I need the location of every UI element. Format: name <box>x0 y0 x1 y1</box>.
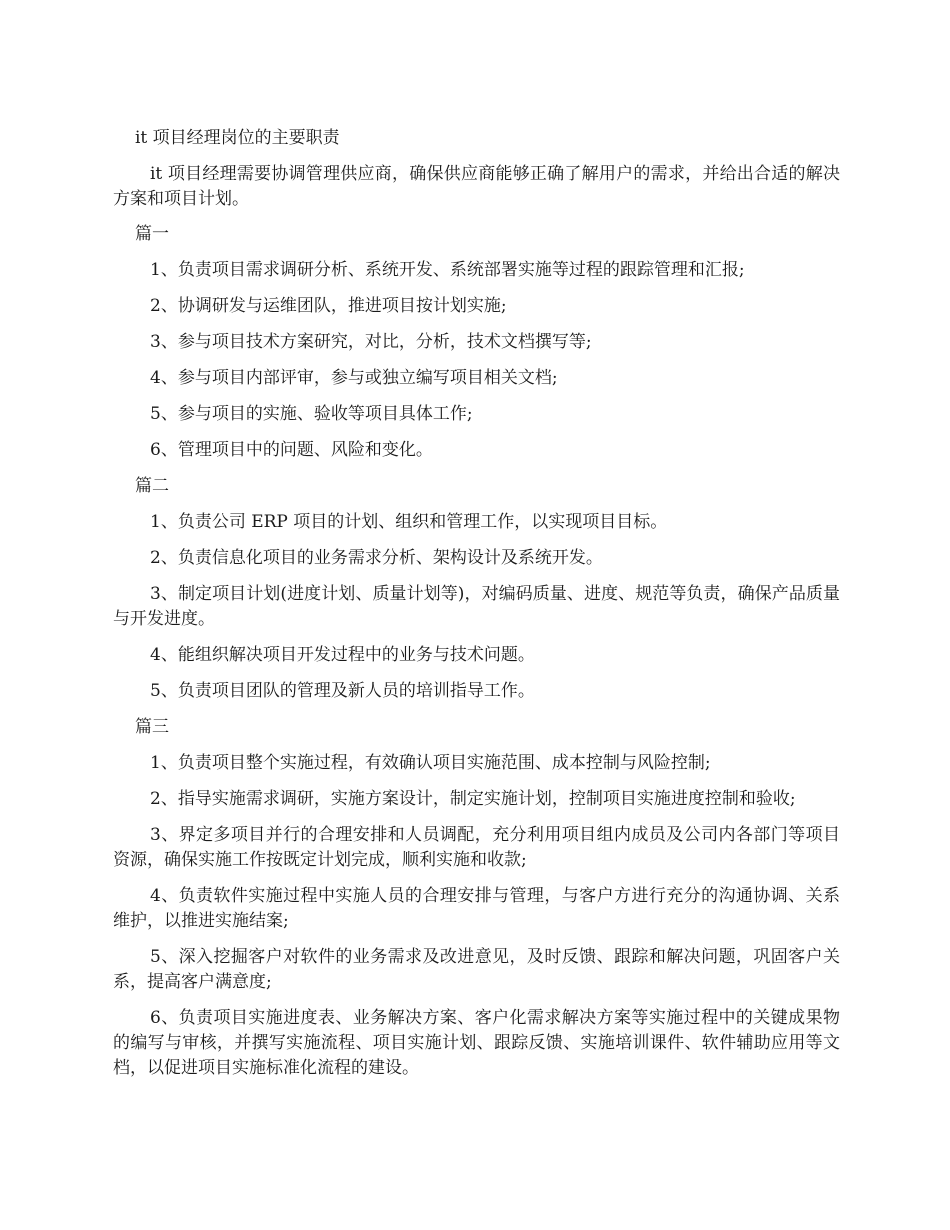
list-item: 5、深入挖掘客户对软件的业务需求及改进意见，及时反馈、跟踪和解决问题，巩固客户关系，提高客户满意度; <box>113 947 840 992</box>
list-item: 4、负责软件实施过程中实施人员的合理安排与管理，与客户方进行充分的沟通协调、关系维护，以推进实施结案; <box>113 886 840 931</box>
list-item: 3、制定项目计划(进度计划、质量计划等)，对编码质量、进度、规范等负责，确保产品质量与开发进度。 <box>113 584 840 629</box>
list-item: 2、协调研发与运维团队，推进项目按计划实施; <box>150 296 507 316</box>
section-heading: 篇一 <box>135 224 169 244</box>
section-2 <box>113 474 840 704</box>
list-item: 3、界定多项目并行的合理安排和人员调配，充分利用项目组内成员及公司内各部门等项目资源，确保实施工作按既定计划完成，顺利实施和收款; <box>113 825 840 870</box>
list-item: 4、能组织解决项目开发过程中的业务与技术问题。 <box>150 645 535 665</box>
section-3 <box>113 715 840 1081</box>
list-item: 1、负责项目整个实施过程，有效确认项目实施范围、成本控制与风险控制; <box>150 753 711 773</box>
intro-paragraph: it 项目经理需要协调管理供应商，确保供应商能够正确了解用户的需求，并给出合适的解决方案和项目计划。 <box>113 164 840 209</box>
document-title: it 项目经理岗位的主要职责 <box>135 128 340 148</box>
list-item: 5、负责项目团队的管理及新人员的培训指导工作。 <box>150 681 535 701</box>
list-item: 6、管理项目中的问题、风险和变化。 <box>150 440 433 460</box>
section-heading: 篇二 <box>135 476 169 496</box>
section-1 <box>113 222 840 463</box>
list-item: 4、参与项目内部评审，参与或独立编写项目相关文档; <box>150 368 558 388</box>
section-heading: 篇三 <box>135 717 169 737</box>
list-item: 2、负责信息化项目的业务需求分析、架构设计及系统开发。 <box>150 548 603 568</box>
list-item: 3、参与项目技术方案研究，对比，分析，技术文档撰写等; <box>150 332 592 352</box>
list-item: 6、负责项目实施进度表、业务解决方案、客户化需求解决方案等实施过程中的关键成果物的编写与审核，并撰写实施流程、项目实施计划、跟踪反馈、实施培训课件、软件辅助应用等文档，以促进项目实施标准化流程的建设。 <box>113 1008 840 1078</box>
list-item: 1、负责项目需求调研分析、系统开发、系统部署实施等过程的跟踪管理和汇报; <box>150 260 745 280</box>
document-page <box>113 126 840 1092</box>
list-item: 1、负责公司 ERP 项目的计划、组织和管理工作，以实现项目目标。 <box>150 512 668 532</box>
list-item: 5、参与项目的实施、验收等项目具体工作; <box>150 404 473 424</box>
list-item: 2、指导实施需求调研，实施方案设计，制定实施计划，控制项目实施进度控制和验收; <box>150 789 796 809</box>
